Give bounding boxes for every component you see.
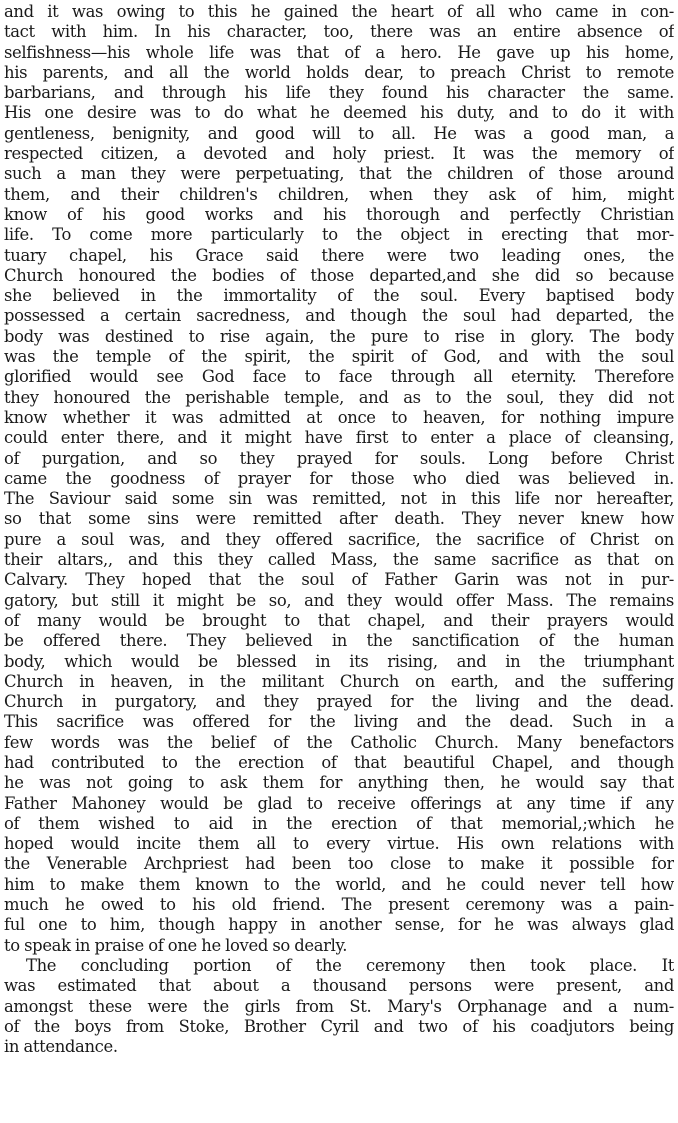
text-line: tact with him. In his character, too, there was an entire absence of	[4, 22, 674, 42]
text-line: selfishness—his whole life was that of a hero. He gave up his home,	[4, 42, 674, 62]
text-line: in attendance.	[4, 1037, 118, 1057]
text-line: life. To come more particularly to the object in erecting that mor-	[4, 225, 674, 245]
text-line: such a man they were perpetuating, that the children of those around	[4, 164, 674, 184]
text-line: he was not going to ask them for anything then, he would say that	[4, 773, 674, 793]
text-line: body was destined to rise again, the pure to rise in glory. The body	[4, 326, 674, 346]
text-line: the Venerable Archpriest had been too close to make it possible for	[4, 854, 674, 874]
text-line: His one desire was to do what he deemed his duty, and to do it with	[4, 103, 674, 123]
text-line: amongst these were the girls from St. Mary's Orphanage and a num-	[4, 996, 674, 1016]
text-line: Father Mahoney would be glad to receive offerings at any time if any	[4, 793, 674, 813]
article-paragraph	[4, 2, 674, 956]
text-line: came the goodness of prayer for those who died was believed in.	[4, 468, 674, 488]
text-line: much he owed to his old friend. The present ceremony was a pain-	[4, 895, 674, 915]
text-line: few words was the belief of the Catholic Church. Many benefactors	[4, 732, 674, 752]
text-line: of purgation, and so they prayed for souls. Long before Christ	[4, 448, 674, 468]
text-line: Church honoured the bodies of those departed,and she did so because	[4, 265, 674, 285]
text-line: and it was owing to this he gained the heart of all who came in con-	[4, 2, 674, 21]
text-line: gatory, but still it might be so, and they would offer Mass. The remains	[4, 590, 674, 610]
text-line: hoped would incite them all to every virtue. His own relations with	[4, 834, 674, 854]
text-line: had contributed to the erection of that beautiful Chapel, and though	[4, 752, 674, 772]
text-line: she believed in the immortality of the soul. Every baptised body	[4, 286, 674, 306]
text-line: of the boys from Stoke, Brother Cyril and two of his coadjutors being	[4, 1016, 674, 1036]
text-line: Church in heaven, in the militant Church on earth, and the suffering	[4, 671, 674, 691]
text-line: This sacrifice was offered for the living and the dead. Such in a	[4, 712, 674, 732]
newspaper-article-body	[4, 2, 674, 1057]
text-line: their altars,, and this they called Mass, the same sacrifice as that on	[4, 550, 674, 570]
text-line: body, which would be blessed in its rising, and in the triumphant	[4, 651, 674, 671]
text-line: so that some sins were remitted after death. They never knew how	[4, 509, 674, 529]
text-line: possessed a certain sacredness, and though the soul had departed, the	[4, 306, 674, 326]
text-line: his parents, and all the world holds dear, to preach Christ to remote	[4, 62, 674, 82]
text-line: pure a soul was, and they offered sacrifice, the sacrifice of Christ on	[4, 529, 674, 549]
text-line: they honoured the perishable temple, and as to the soul, they did not	[4, 387, 674, 407]
text-line: tuary chapel, his Grace said there were two leading ones, the	[4, 245, 674, 265]
text-line: gentleness, benignity, and good will to all. He was a good man, a	[4, 123, 674, 143]
article-paragraph	[4, 956, 674, 1057]
text-line: be offered there. They believed in the sanctification of the human	[4, 631, 674, 651]
text-line: know whether it was admitted at once to heaven, for nothing impure	[4, 407, 674, 427]
text-line: was estimated that about a thousand persons were present, and	[4, 976, 674, 996]
text-line: Calvary. They hoped that the soul of Father Garin was not in pur-	[4, 570, 674, 590]
text-line: to speak in praise of one he loved so dearly.	[4, 935, 348, 955]
text-line: respected citizen, a devoted and holy priest. It was the memory of	[4, 144, 674, 164]
text-line: barbarians, and through his life they found his character the same.	[4, 83, 674, 103]
text-line: him to make them known to the world, and he could never tell how	[4, 874, 674, 894]
text-line: them, and their children's children, when they ask of him, might	[4, 184, 674, 204]
text-line: was the temple of the spirit, the spirit of God, and with the soul	[4, 347, 674, 367]
text-line: glorified would see God face to face through all eternity. Therefore	[4, 367, 674, 387]
text-line: of many would be brought to that chapel, and their prayers would	[4, 610, 674, 630]
text-line: know of his good works and his thorough and perfectly Christian	[4, 204, 674, 224]
text-line: The Saviour said some sin was remitted, not in this life nor hereafter,	[4, 489, 674, 509]
text-line: ful one to him, though happy in another sense, for he was always glad	[4, 915, 674, 935]
text-line: could enter there, and it might have first to enter a place of cleansing,	[4, 428, 674, 448]
text-line: of them wished to aid in the erection of that memorial,;which he	[4, 813, 674, 833]
text-line: The concluding portion of the ceremony then took place. It	[26, 955, 674, 975]
text-line: Church in purgatory, and they prayed for the living and the dead.	[4, 692, 674, 712]
